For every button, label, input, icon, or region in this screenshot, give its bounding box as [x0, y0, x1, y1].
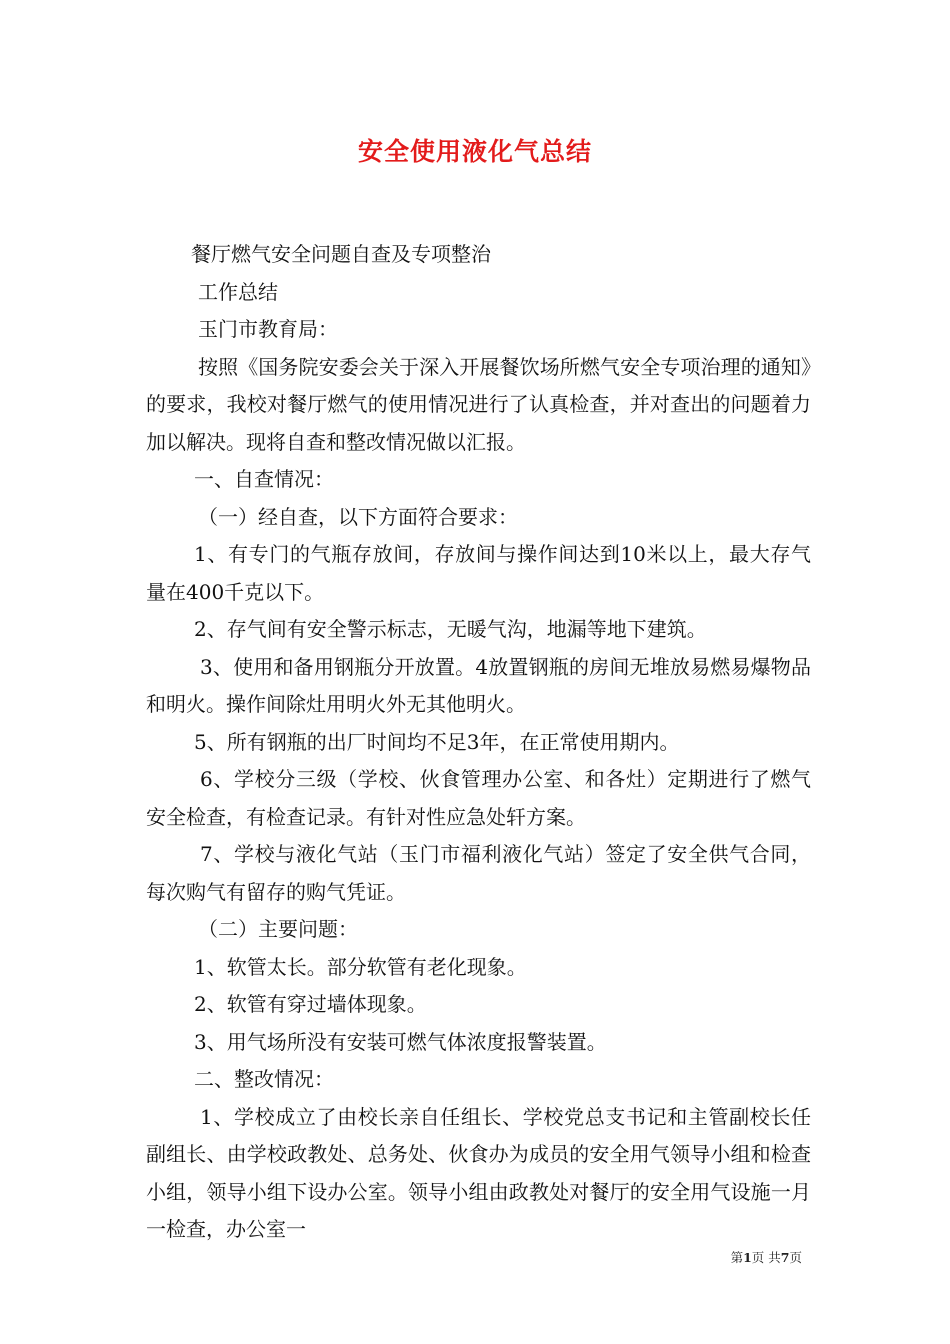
list-item: 2、软管有穿过墙体现象。 — [194, 992, 427, 1016]
page-footer — [731, 1248, 802, 1266]
footer-suffix: 页 — [789, 1250, 802, 1265]
footer-prefix: 第 — [730, 1250, 744, 1265]
list-item: 3、用气场所没有安装可燃气体浓度报警装置。 — [194, 1029, 607, 1054]
list-item: 5、所有钢瓶的出厂时间均不足3年，在正常使用期内。 — [194, 729, 680, 754]
current-page-number: 1 — [743, 1250, 752, 1265]
list-item: 1、软管太长。部分软管有老化现象。 — [194, 954, 527, 979]
paragraph: 餐厅燃气安全问题自查及专项整治 — [191, 242, 491, 266]
subsection-heading: （一）经自查，以下方面符合要求： — [198, 504, 518, 529]
list-item: 3、使用和备用钢瓶分开放置。4放置钢瓶的房间无堆放易燃易爆物品和明火。操作间除灶用明火外无其他明火。 — [146, 654, 811, 716]
subsection-heading: （二）主要问题： — [198, 917, 358, 941]
list-item: 7、学校与液化气站（玉门市福利液化气站）签定了安全供气合同，每次购气有留存的购气凭证。 — [146, 842, 811, 904]
document-body — [146, 236, 811, 1249]
total-pages-number: 7 — [780, 1250, 790, 1265]
list-item: 1、有专门的气瓶存放间，存放间与操作间达到10米以上，最大存气量在400千克以下。 — [146, 542, 811, 604]
paragraph: 玉门市教育局： — [198, 317, 338, 341]
footer-middle: 页 共 — [751, 1250, 781, 1265]
section-heading: 二、整改情况： — [194, 1067, 334, 1091]
section-heading: 一、自查情况： — [194, 467, 334, 491]
list-item: 2、存气间有安全警示标志，无暖气沟，地漏等地下建筑。 — [194, 617, 707, 641]
list-item: 1、学校成立了由校长亲自任组长、学校党总支书记和主管副校长任副组长、由学校政教处、总务处、伙食办为成员的安全用气领导小组和检查小组，领导小组下设办公室。领导小组由政教处对餐厅的安全用气设施一月一检查，办公室一 — [146, 1104, 811, 1241]
paragraph: 按照《国务院安委会关于深入开展餐饮场所燃气安全专项治理的通知》的要求，我校对餐厅燃气的使用情况进行了认真检查，并对查出的问题着力加以解决。现将自查和整改情况做以汇报。 — [146, 354, 811, 454]
list-item: 6、学校分三级（学校、伙食管理办公室、和各灶）定期进行了燃气安全检查，有检查记录。有针对性应急处轩方案。 — [146, 767, 811, 829]
document-title: 安全使用液化气总结 — [357, 137, 592, 166]
paragraph: 工作总结 — [198, 279, 278, 304]
